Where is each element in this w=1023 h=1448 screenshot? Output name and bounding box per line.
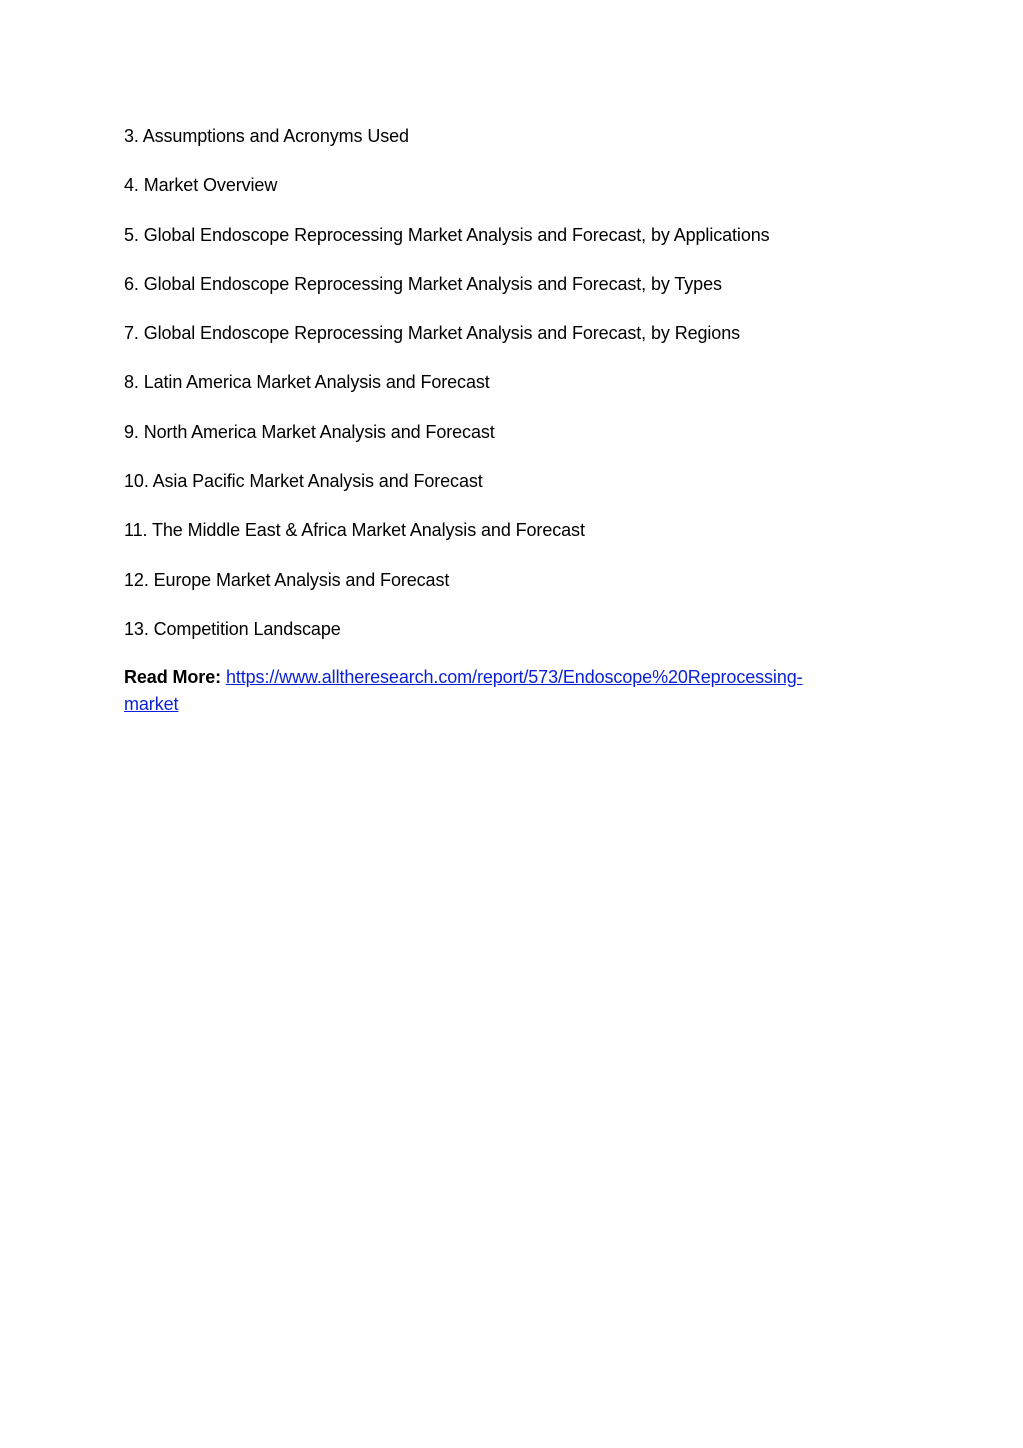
read-more-paragraph (124, 664, 864, 718)
toc-item-10: 10. Asia Pacific Market Analysis and Forecast (124, 471, 483, 492)
toc-item-6: 6. Global Endoscope Reprocessing Market Analysis and Forecast, by Types (124, 273, 722, 294)
toc-item-4: 4. Market Overview (124, 175, 278, 196)
table-of-contents (124, 124, 884, 718)
report-link-line2[interactable]: market (124, 694, 179, 715)
toc-item-13: 13. Competition Landscape (124, 618, 341, 639)
report-link-line1[interactable]: https://www.alltheresearch.com/report/573/Endoscope%20Reprocessing- (225, 667, 803, 688)
toc-item-8: 8. Latin America Market Analysis and Forecast (124, 372, 490, 393)
toc-item-7: 7. Global Endoscope Reprocessing Market Analysis and Forecast, by Regions (124, 323, 741, 344)
read-more-label: Read More: (124, 667, 222, 688)
toc-item-9: 9. North America Market Analysis and Forecast (124, 421, 495, 442)
toc-item-11: 11. The Middle East & Africa Market Analysis and Forecast (124, 520, 585, 541)
toc-item-5: 5. Global Endoscope Reprocessing Market Analysis and Forecast, by Applications (124, 224, 770, 245)
toc-item-12: 12. Europe Market Analysis and Forecast (124, 569, 450, 590)
report-link[interactable] (124, 667, 803, 714)
toc-item-3: 3. Assumptions and Acronyms Used (124, 126, 409, 146)
